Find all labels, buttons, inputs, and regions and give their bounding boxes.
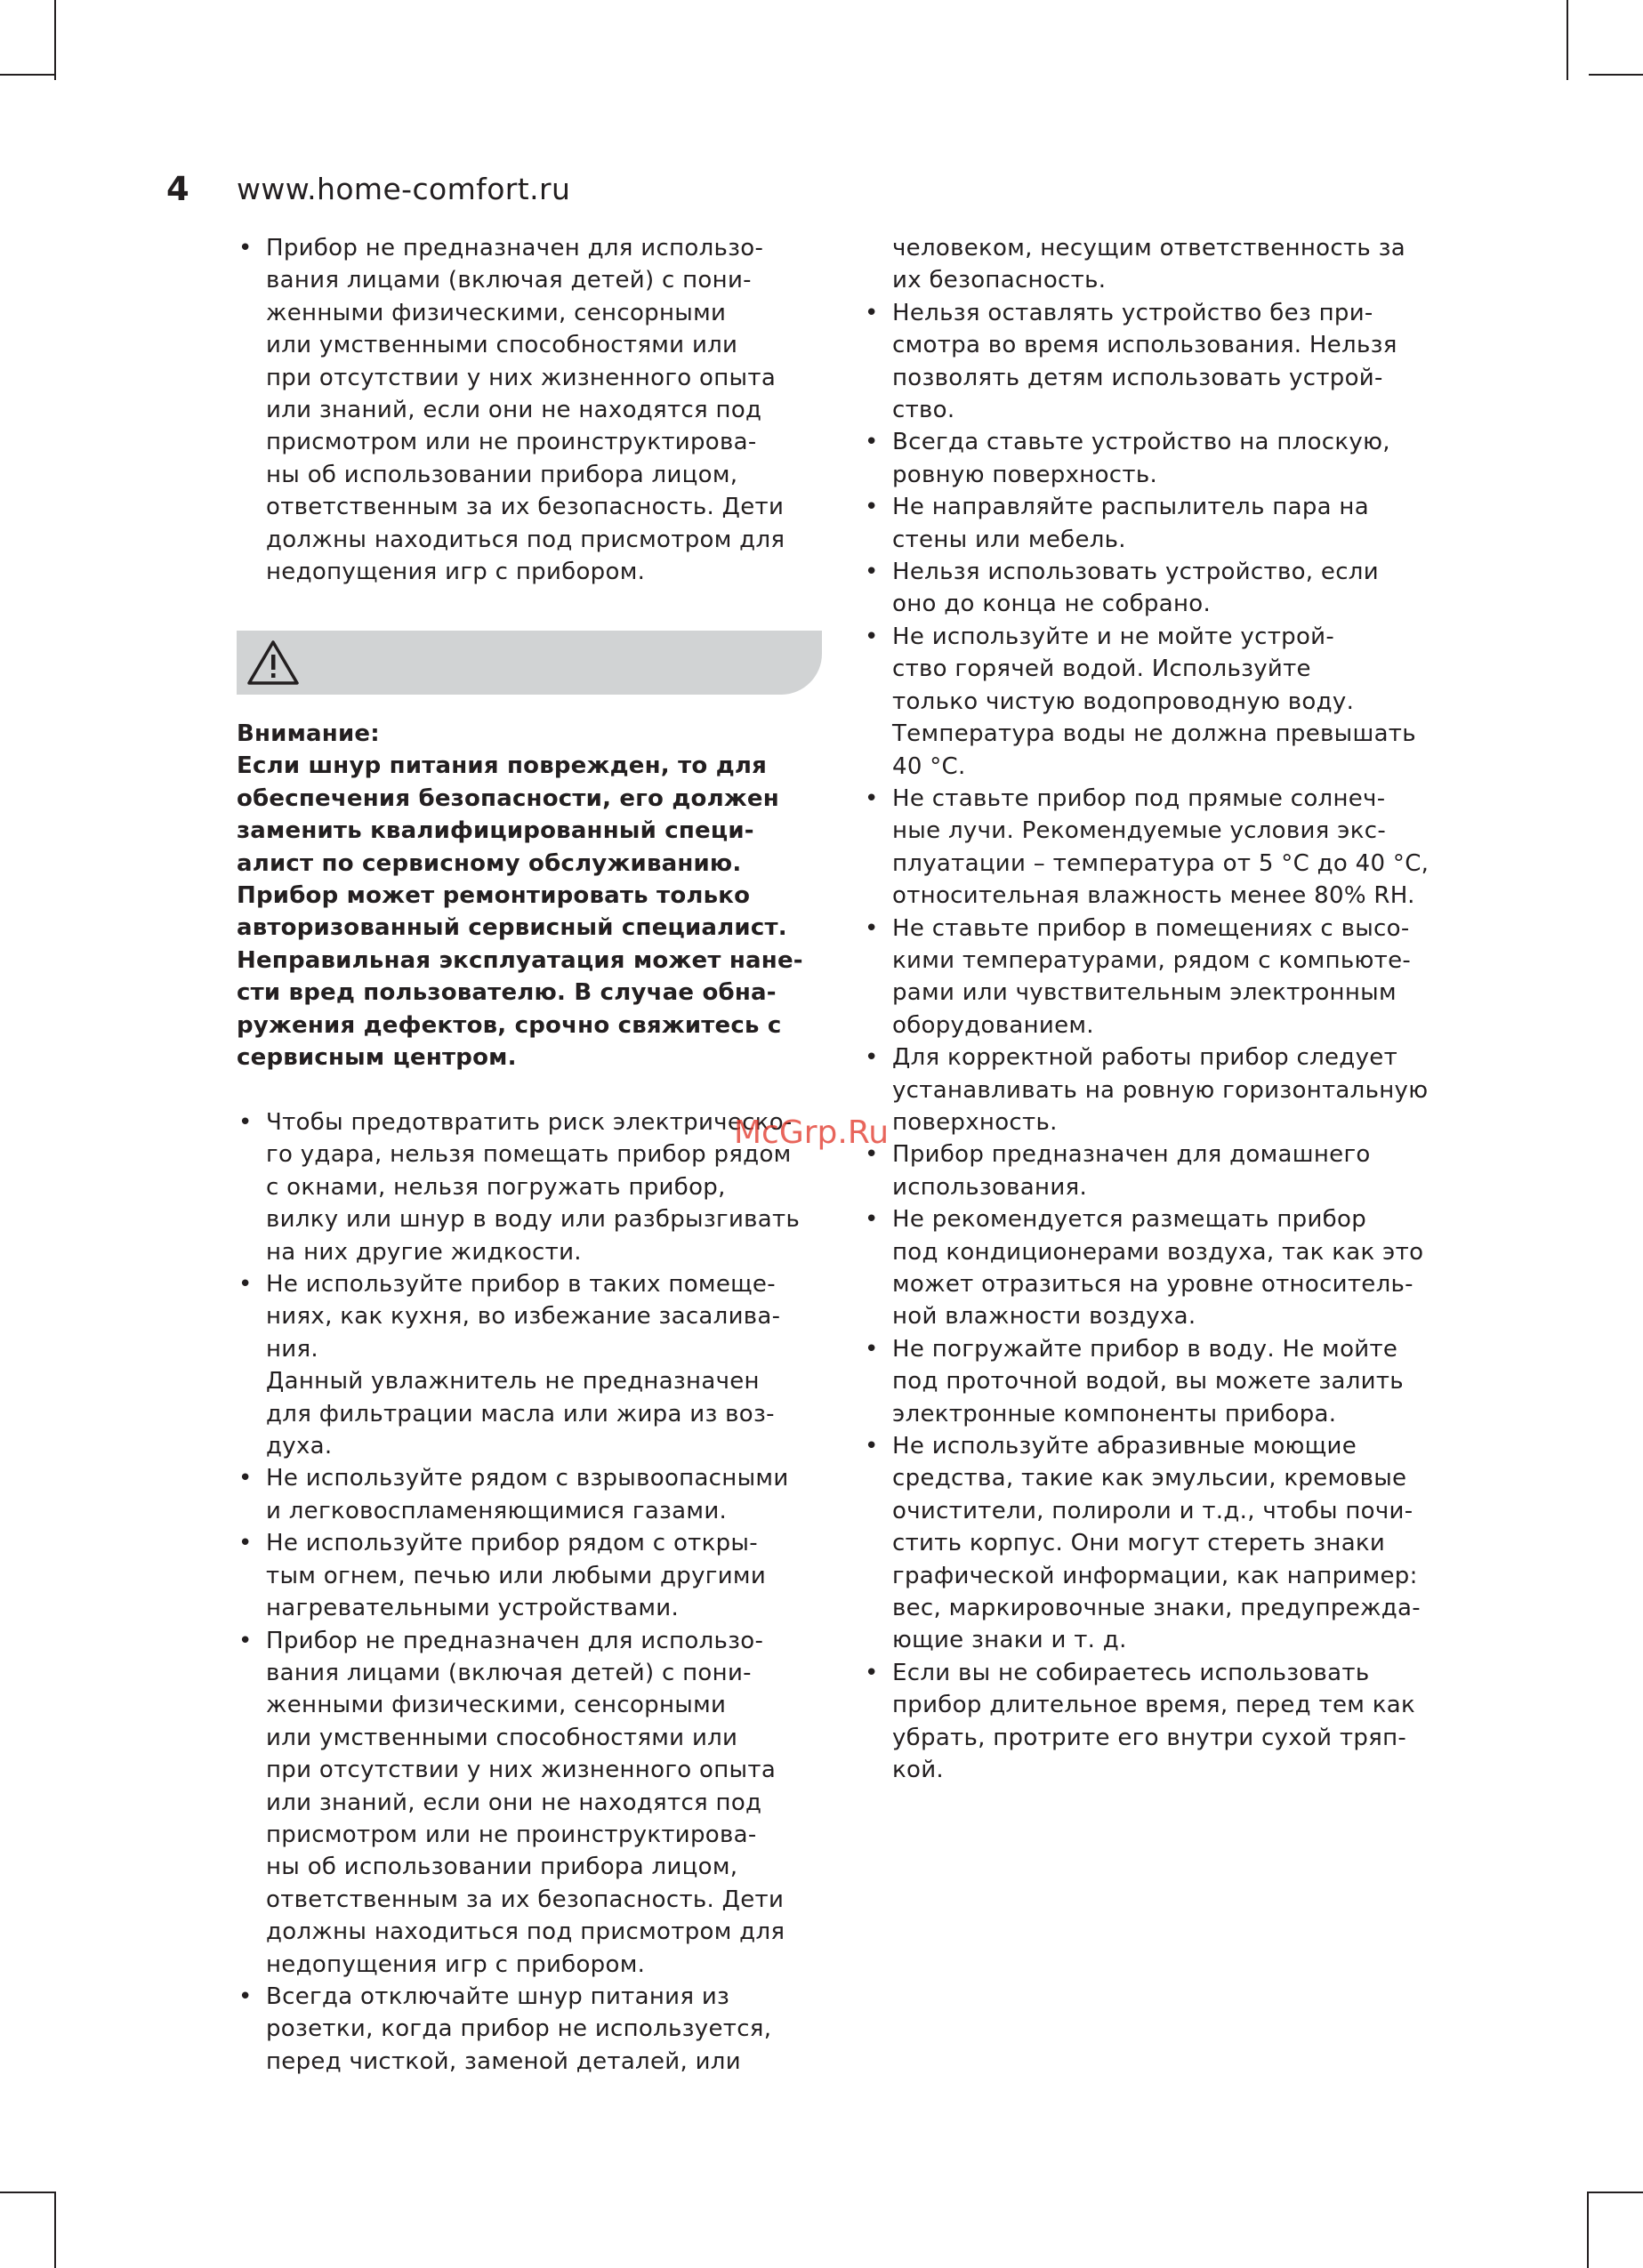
text-line: кой. (892, 1757, 944, 1784)
list-item (863, 426, 1462, 491)
text-line: Если шнур питания поврежден, то для (237, 752, 768, 780)
text-line: или умственными способностями или (266, 332, 738, 359)
text-line: должны находиться под присмотром для (266, 1918, 785, 1946)
text-line: очистители, полироли и т.д., чтобы почи- (892, 1497, 1413, 1524)
text-line: • Не ставьте прибор в помещениях с высо- (892, 914, 1410, 942)
text-line: • Всегда ставьте устройство на плоскую, (892, 429, 1390, 456)
text-line: графической информации, как например: (892, 1562, 1418, 1589)
warning-banner (237, 631, 822, 695)
text-line: алист по сервисному обслуживанию. (237, 849, 742, 877)
bullet-list-left-bottom (237, 1106, 833, 2078)
text-line: должны находиться под присмотром для (266, 526, 785, 553)
list-item (863, 556, 1462, 621)
text-line: Данный увлажнитель не предназначен (266, 1368, 760, 1395)
text-line: только чистую водопроводную воду. (892, 688, 1355, 715)
right-column (892, 232, 1462, 1787)
text-line: • Прибор не предназначен для использо- (266, 1627, 764, 1654)
text-line: нагревательными устройствами. (266, 1595, 680, 1622)
text-line: вания лицами (включая детей) с пони- (266, 267, 752, 294)
text-line: • Не ставьте прибор под прямые солнеч- (892, 784, 1386, 812)
continuation-text (892, 232, 1462, 297)
text-line: ство. (892, 397, 955, 424)
text-line: средства, такие как эмульсии, кремовые (892, 1465, 1407, 1492)
text-line: • Не рекомендуется размещать прибор (892, 1206, 1367, 1234)
text-line: при отсутствии у них жизненного опыта (266, 1757, 777, 1784)
text-line: ния. (266, 1335, 319, 1363)
text-line: недопущения игр с прибором. (266, 559, 646, 586)
text-line: • Чтобы предотвратить риск электрическо- (266, 1109, 793, 1136)
text-line: • Не используйте и не мойте устрой- (892, 623, 1335, 650)
text-line: духа. (266, 1433, 333, 1460)
warning-title: Внимание: (237, 720, 380, 747)
bullet-list-right (863, 297, 1462, 1787)
text-line: вилку или шнур в воду или разбрызгивать (266, 1206, 801, 1234)
text-line: их безопасность. (892, 267, 1107, 294)
text-line: Температура воды не должна превышать (892, 720, 1416, 748)
text-line: электронные компоненты прибора. (892, 1400, 1337, 1428)
text-line: оно до конца не собрано. (892, 591, 1212, 618)
text-line: присмотром или не проинструктирова- (266, 1821, 757, 1848)
warning-triangle-icon (246, 639, 301, 687)
text-line: при отсутствии у них жизненного опыта (266, 364, 777, 391)
text-line: под проточной водой, вы можете залить (892, 1368, 1404, 1395)
list-item (237, 1625, 833, 1981)
text-line: • Не погружайте прибор в воду. Не мойте (892, 1335, 1398, 1363)
text-line: авторизованный сервисный специалист. (237, 914, 787, 942)
list-item (863, 1203, 1462, 1333)
text-line: • Нельзя оставлять устройство без при- (892, 299, 1373, 326)
list-item (237, 1462, 833, 1527)
text-line: 40 °С. (892, 752, 966, 780)
text-line: позволять детям использовать устрой- (892, 364, 1383, 391)
text-line: • Не используйте абразивные моющие (892, 1433, 1357, 1460)
text-line: оборудованием. (892, 1011, 1094, 1039)
text-line: сервисным центром. (237, 1044, 517, 1072)
text-line: ровную поверхность. (892, 461, 1158, 488)
text-line: ны об использовании прибора лицом, (266, 1854, 738, 1881)
text-line: женными физическими, сенсорными (266, 1692, 727, 1719)
left-column-bottom (237, 1106, 833, 2078)
text-line: • Не направляйте распылитель пара на (892, 494, 1369, 521)
list-item (863, 783, 1462, 913)
text-line: для фильтрации масла или жира из воз- (266, 1400, 775, 1428)
text-line: рами или чувствительным электронным (892, 979, 1397, 1007)
list-item (237, 232, 833, 588)
text-line: вес, маркировочные знаки, предупрежда- (892, 1595, 1421, 1622)
text-line: ющие знаки и т. д. (892, 1627, 1127, 1654)
text-line: • Не используйте рядом с взрывоопасными (266, 1465, 789, 1492)
text-line: • Всегда отключайте шнур питания из (266, 1982, 730, 2010)
text-line: и легковоспламеняющимися газами. (266, 1497, 728, 1524)
crop-mark (0, 74, 54, 76)
text-line: или умственными способностями или (266, 1724, 738, 1751)
list-item (863, 1430, 1462, 1657)
bullet-list-left-top (237, 232, 833, 588)
crop-mark (1566, 0, 1568, 80)
list-item (863, 1657, 1462, 1787)
text-line: или знаний, если они не находятся под (266, 397, 762, 424)
left-column-top (237, 232, 833, 588)
text-line: убрать, протрите его внутри сухой тряп- (892, 1724, 1407, 1751)
text-line: ружения дефектов, срочно свяжитесь с (237, 1011, 782, 1039)
text-line: • Не используйте прибор рядом с откры- (266, 1530, 758, 1557)
page-number: 4 (166, 170, 189, 208)
text-line: недопущения игр с прибором. (266, 1950, 646, 1978)
text-line: • Прибор предназначен для домашнего (892, 1141, 1371, 1169)
text-line: или знаний, если они не находятся под (266, 1789, 762, 1816)
text-line: относительная влажность менее 80% RH. (892, 882, 1415, 910)
list-item (863, 621, 1462, 783)
crop-mark (54, 0, 56, 80)
list-item (237, 1268, 833, 1462)
text-line: прибор длительное время, перед тем как (892, 1692, 1415, 1719)
text-line: поверхность. (892, 1108, 1058, 1136)
crop-mark (1589, 74, 1643, 76)
text-line: с окнами, нельзя погружать прибор, (266, 1173, 726, 1201)
text-line: стить корпус. Они могут стереть знаки (892, 1530, 1386, 1557)
text-line: • Для корректной работы прибор следует (892, 1044, 1398, 1072)
list-item (863, 1138, 1462, 1203)
crop-mark (0, 2192, 54, 2193)
text-line: присмотром или не проинструктирова- (266, 429, 757, 456)
text-line: перед чисткой, заменой деталей, или (266, 2047, 741, 2075)
site-url: www.home-comfort.ru (237, 172, 571, 206)
text-line: человеком, несущим ответственность за (892, 235, 1405, 261)
text-line: ные лучи. Рекомендуемые условия экс- (892, 817, 1387, 845)
text-line: вания лицами (включая детей) с пони- (266, 1659, 752, 1686)
list-item (237, 1981, 833, 2078)
text-line: ниях, как кухня, во избежание засалива- (266, 1303, 781, 1331)
text-line: тым огнем, печью или любыми другими (266, 1562, 767, 1589)
crop-mark (54, 2192, 56, 2268)
text-line: розетки, когда прибор не используется, (266, 2015, 772, 2043)
crop-mark (1589, 2192, 1643, 2193)
text-line: использования. (892, 1173, 1088, 1201)
text-line: ство горячей водой. Используйте (892, 655, 1311, 683)
text-line: ответственным за их безопасность. Дети (266, 1886, 785, 1913)
text-line: ны об использовании прибора лицом, (266, 461, 738, 488)
warning-text (237, 718, 833, 1074)
list-item (863, 913, 1462, 1042)
text-line: женными физическими, сенсорными (266, 299, 727, 326)
text-line: на них другие жидкости. (266, 1238, 582, 1266)
text-line: смотра во время использования. Нельзя (892, 332, 1397, 359)
text-line: • Не используйте прибор в таких помеще- (266, 1271, 776, 1299)
text-line: сти вред пользователю. В случае обна- (237, 979, 777, 1007)
text-line: • Если вы не собираетесь использовать (892, 1659, 1370, 1686)
list-item (863, 297, 1462, 427)
text-line: стены или мебель. (892, 526, 1126, 553)
watermark: McGrp.Ru (734, 1114, 890, 1151)
text-line: обеспечения безопасности, его должен (237, 784, 779, 812)
text-line: • Прибор не предназначен для использо- (266, 235, 764, 261)
crop-mark (1587, 2192, 1589, 2268)
list-item (237, 1527, 833, 1624)
text-line: кими температурами, рядом с компьюте- (892, 946, 1412, 974)
text-line: Неправильная эксплуатация может нане- (237, 946, 803, 974)
text-line: может отразиться на уровне относитель- (892, 1271, 1413, 1298)
text-line: ответственным за их безопасность. Дети (266, 494, 785, 521)
list-item (863, 1042, 1462, 1138)
text-line: го удара, нельзя помещать прибор рядом (266, 1141, 792, 1169)
list-item (863, 491, 1462, 556)
text-line: плуатации – температура от 5 °С до 40 °С, (892, 849, 1430, 877)
text-line: заменить квалифицированный специ- (237, 817, 754, 845)
list-item (863, 1333, 1462, 1430)
text-line: ной влажности воздуха. (892, 1303, 1196, 1331)
text-line: под кондиционерами воздуха, так как это (892, 1238, 1424, 1266)
text-line: устанавливать на ровную горизонтальную (892, 1076, 1429, 1104)
text-line: • Нельзя использовать устройство, если (892, 559, 1379, 586)
text-line: Прибор может ремонтировать только (237, 882, 751, 910)
